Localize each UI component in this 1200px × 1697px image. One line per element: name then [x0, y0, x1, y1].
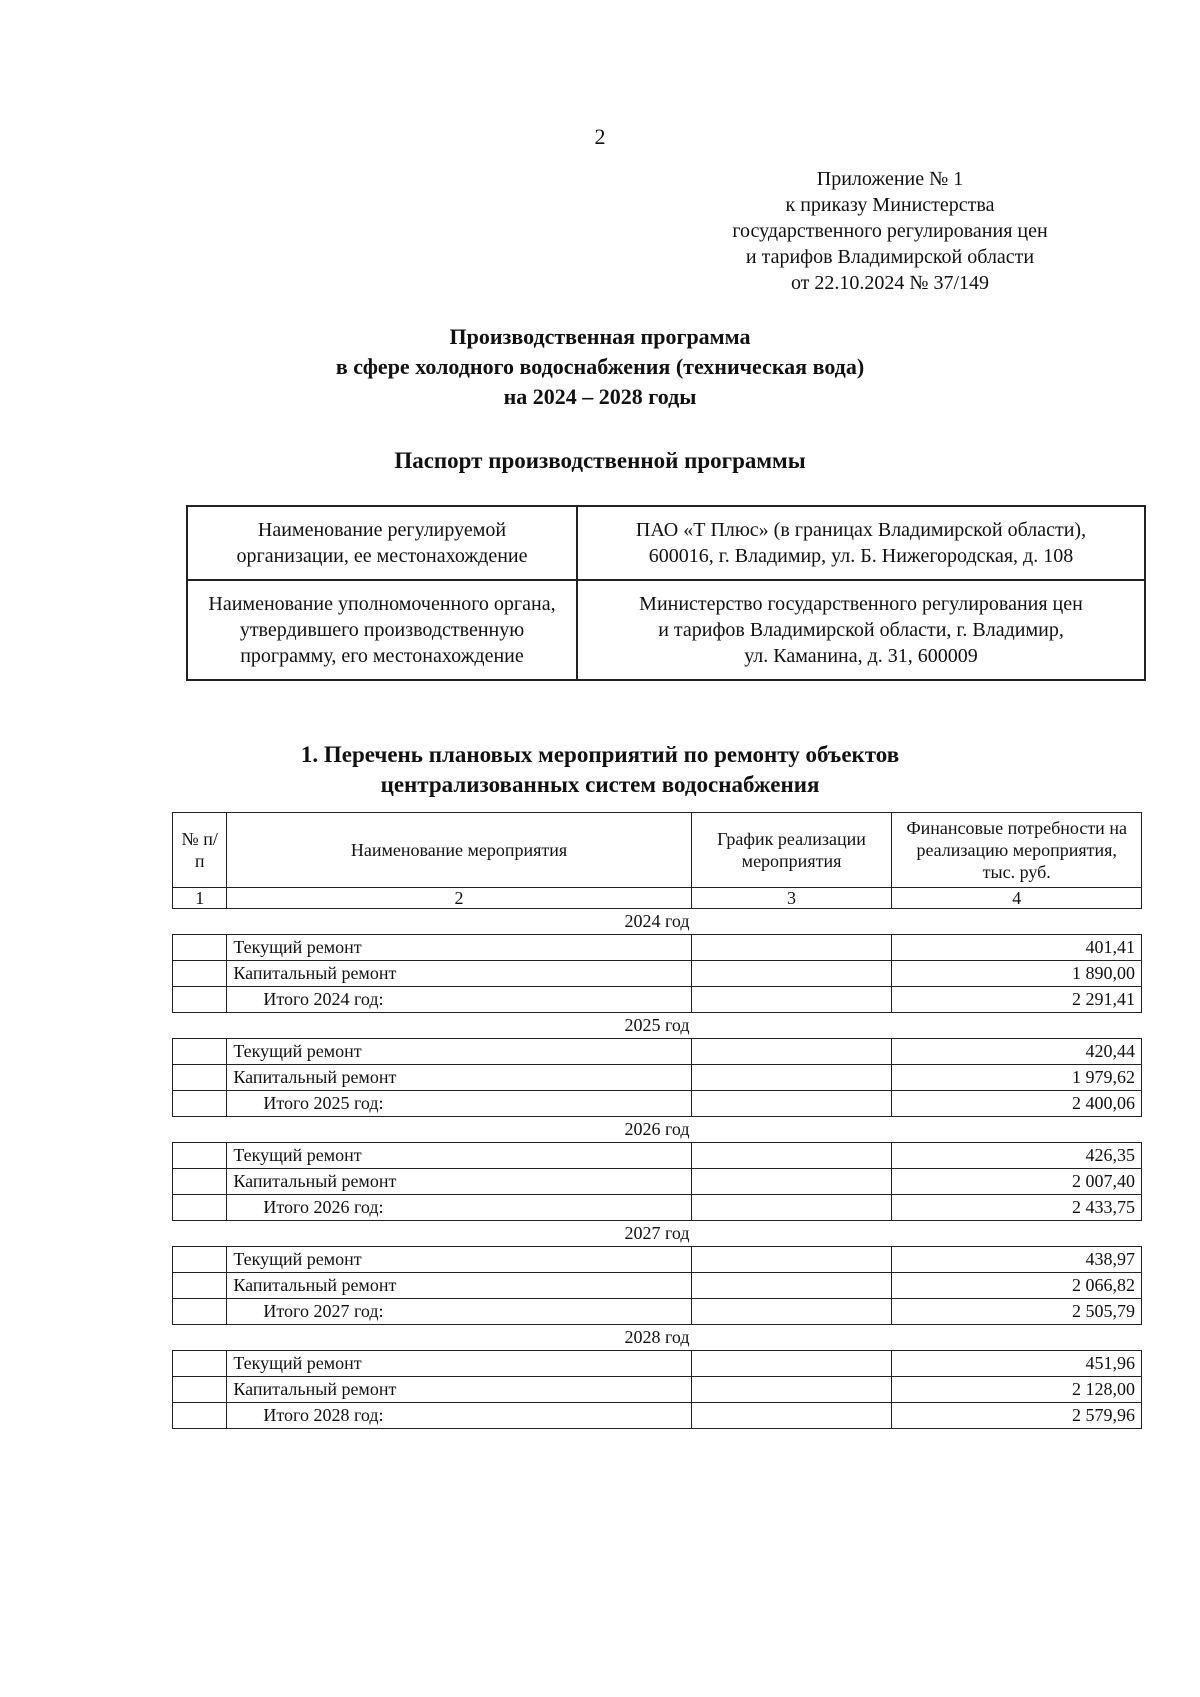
table-header-row	[173, 813, 1142, 888]
row-num-cell	[173, 935, 227, 961]
year-row	[173, 1117, 1142, 1143]
schedule-cell	[691, 961, 892, 987]
finance-value: 420,44	[892, 1039, 1142, 1065]
header-num: № п/п	[173, 813, 227, 888]
year-label: 2028 год	[173, 1325, 1142, 1351]
schedule-cell	[691, 1065, 892, 1091]
schedule-cell	[691, 1273, 892, 1299]
activity-name: Капитальный ремонт	[227, 1065, 691, 1091]
passport-value-line: ПАО «Т Плюс» (в границах Владимирской области),	[635, 519, 1087, 541]
table-row	[173, 1065, 1142, 1091]
finance-value: 2 400,06	[892, 1091, 1142, 1117]
row-num-cell	[173, 987, 227, 1013]
table-body	[173, 909, 1142, 1429]
schedule-cell	[691, 1403, 892, 1429]
year-label: 2026 год	[173, 1117, 1142, 1143]
activity-name: Итого 2027 год:	[227, 1299, 691, 1325]
row-num-cell	[173, 1273, 227, 1299]
table-row	[173, 1039, 1142, 1065]
year-row	[173, 1013, 1142, 1039]
finance-value: 426,35	[892, 1143, 1142, 1169]
passport-row	[187, 580, 1145, 680]
table-row	[173, 1195, 1142, 1221]
schedule-cell	[691, 1351, 892, 1377]
finance-value: 401,41	[892, 935, 1142, 961]
passport-table	[186, 505, 1146, 681]
finance-value: 1 890,00	[892, 961, 1142, 987]
section-heading-line: централизованных систем водоснабжения	[380, 772, 820, 797]
year-label: 2027 год	[173, 1221, 1142, 1247]
schedule-cell	[691, 1039, 892, 1065]
schedule-cell	[691, 935, 892, 961]
passport-label: Наименование уполномоченного органа, утвердившего производственную программу, его местонахождение	[187, 580, 577, 680]
row-num-cell	[173, 961, 227, 987]
table-row	[173, 1351, 1142, 1377]
finance-value: 2 066,82	[892, 1273, 1142, 1299]
row-num-cell	[173, 1065, 227, 1091]
section-heading-line: 1. Перечень плановых мероприятий по ремонту объектов	[300, 742, 900, 767]
row-num-cell	[173, 1195, 227, 1221]
table-row	[173, 1247, 1142, 1273]
schedule-cell	[691, 1195, 892, 1221]
finance-value: 2 505,79	[892, 1299, 1142, 1325]
finance-value: 2 579,96	[892, 1403, 1142, 1429]
appendix-line: государственного регулирования цен	[732, 220, 1048, 242]
row-num-cell	[173, 1351, 227, 1377]
activity-name: Текущий ремонт	[227, 1039, 691, 1065]
passport-row	[187, 506, 1145, 580]
activity-name: Итого 2028 год:	[227, 1403, 691, 1429]
document-title	[0, 322, 1200, 412]
activity-name: Итого 2025 год:	[227, 1091, 691, 1117]
appendix-line: от 22.10.2024 № 37/149	[790, 272, 990, 294]
finance-value: 2 128,00	[892, 1377, 1142, 1403]
table-row	[173, 1403, 1142, 1429]
table-row	[173, 1273, 1142, 1299]
activity-name: Текущий ремонт	[227, 935, 691, 961]
schedule-cell	[691, 1247, 892, 1273]
schedule-cell	[691, 1377, 892, 1403]
row-num-cell	[173, 1377, 227, 1403]
finance-value: 451,96	[892, 1351, 1142, 1377]
appendix-line: к приказу Министерства	[785, 194, 995, 216]
table-row	[173, 1143, 1142, 1169]
activity-name: Итого 2024 год:	[227, 987, 691, 1013]
activity-name: Капитальный ремонт	[227, 1377, 691, 1403]
title-line: на 2024 – 2028 годы	[503, 384, 697, 409]
year-row	[173, 1221, 1142, 1247]
table-row	[173, 1377, 1142, 1403]
page-number: 2	[594, 124, 606, 149]
activity-name: Текущий ремонт	[227, 1143, 691, 1169]
row-num-cell	[173, 1091, 227, 1117]
schedule-cell	[691, 1091, 892, 1117]
table-row	[173, 1169, 1142, 1195]
year-row	[173, 909, 1142, 935]
activity-name: Итого 2026 год:	[227, 1195, 691, 1221]
schedule-cell	[691, 1143, 892, 1169]
header-finance: Финансовые потребности на реализацию мероприятия, тыс. руб.	[892, 813, 1142, 888]
year-label: 2025 год	[173, 1013, 1142, 1039]
passport-value-line: Министерство государственного регулирования цен	[639, 593, 1083, 615]
column-number: 1	[173, 888, 227, 909]
year-row	[173, 1325, 1142, 1351]
appendix-line: Приложение № 1	[816, 168, 964, 190]
activity-name: Капитальный ремонт	[227, 1273, 691, 1299]
title-line: в сфере холодного водоснабжения (техническая вода)	[335, 354, 865, 379]
passport-value-line: 600016, г. Владимир, ул. Б. Нижегородская, д. 108	[648, 545, 1074, 567]
schedule-cell	[691, 987, 892, 1013]
appendix-line: и тарифов Владимирской области	[745, 246, 1035, 268]
header-schedule: График реализации мероприятия	[691, 813, 892, 888]
passport-value-line: ул. Каманина, д. 31, 600009	[744, 645, 978, 667]
activity-name: Текущий ремонт	[227, 1351, 691, 1377]
finance-value: 2 007,40	[892, 1169, 1142, 1195]
row-num-cell	[173, 1039, 227, 1065]
table-row	[173, 1091, 1142, 1117]
activities-table	[172, 812, 1142, 1429]
row-num-cell	[173, 1403, 227, 1429]
row-num-cell	[173, 1247, 227, 1273]
column-number-row	[173, 888, 1142, 909]
table-row	[173, 1299, 1142, 1325]
column-number: 2	[227, 888, 691, 909]
passport-heading: Паспорт производственной программы	[394, 448, 806, 473]
schedule-cell	[691, 1299, 892, 1325]
activity-name: Капитальный ремонт	[227, 961, 691, 987]
passport-label: Наименование регулируемой организации, ее местонахождение	[187, 506, 577, 580]
finance-value: 438,97	[892, 1247, 1142, 1273]
schedule-cell	[691, 1169, 892, 1195]
year-label: 2024 год	[173, 909, 1142, 935]
row-num-cell	[173, 1169, 227, 1195]
activity-name: Капитальный ремонт	[227, 1169, 691, 1195]
column-number: 3	[691, 888, 892, 909]
finance-value: 2 291,41	[892, 987, 1142, 1013]
appendix-header	[690, 166, 1090, 296]
row-num-cell	[173, 1299, 227, 1325]
passport-value-line: и тарифов Владимирской области, г. Владимир,	[658, 619, 1064, 641]
activity-name: Текущий ремонт	[227, 1247, 691, 1273]
passport-value	[577, 506, 1145, 580]
table-row	[173, 987, 1142, 1013]
finance-value: 1 979,62	[892, 1065, 1142, 1091]
column-number: 4	[892, 888, 1142, 909]
passport-value	[577, 580, 1145, 680]
finance-value: 2 433,75	[892, 1195, 1142, 1221]
section-heading	[0, 740, 1200, 800]
table-row	[173, 961, 1142, 987]
title-line: Производственная программа	[449, 324, 751, 349]
table-row	[173, 935, 1142, 961]
header-name: Наименование мероприятия	[227, 813, 691, 888]
row-num-cell	[173, 1143, 227, 1169]
